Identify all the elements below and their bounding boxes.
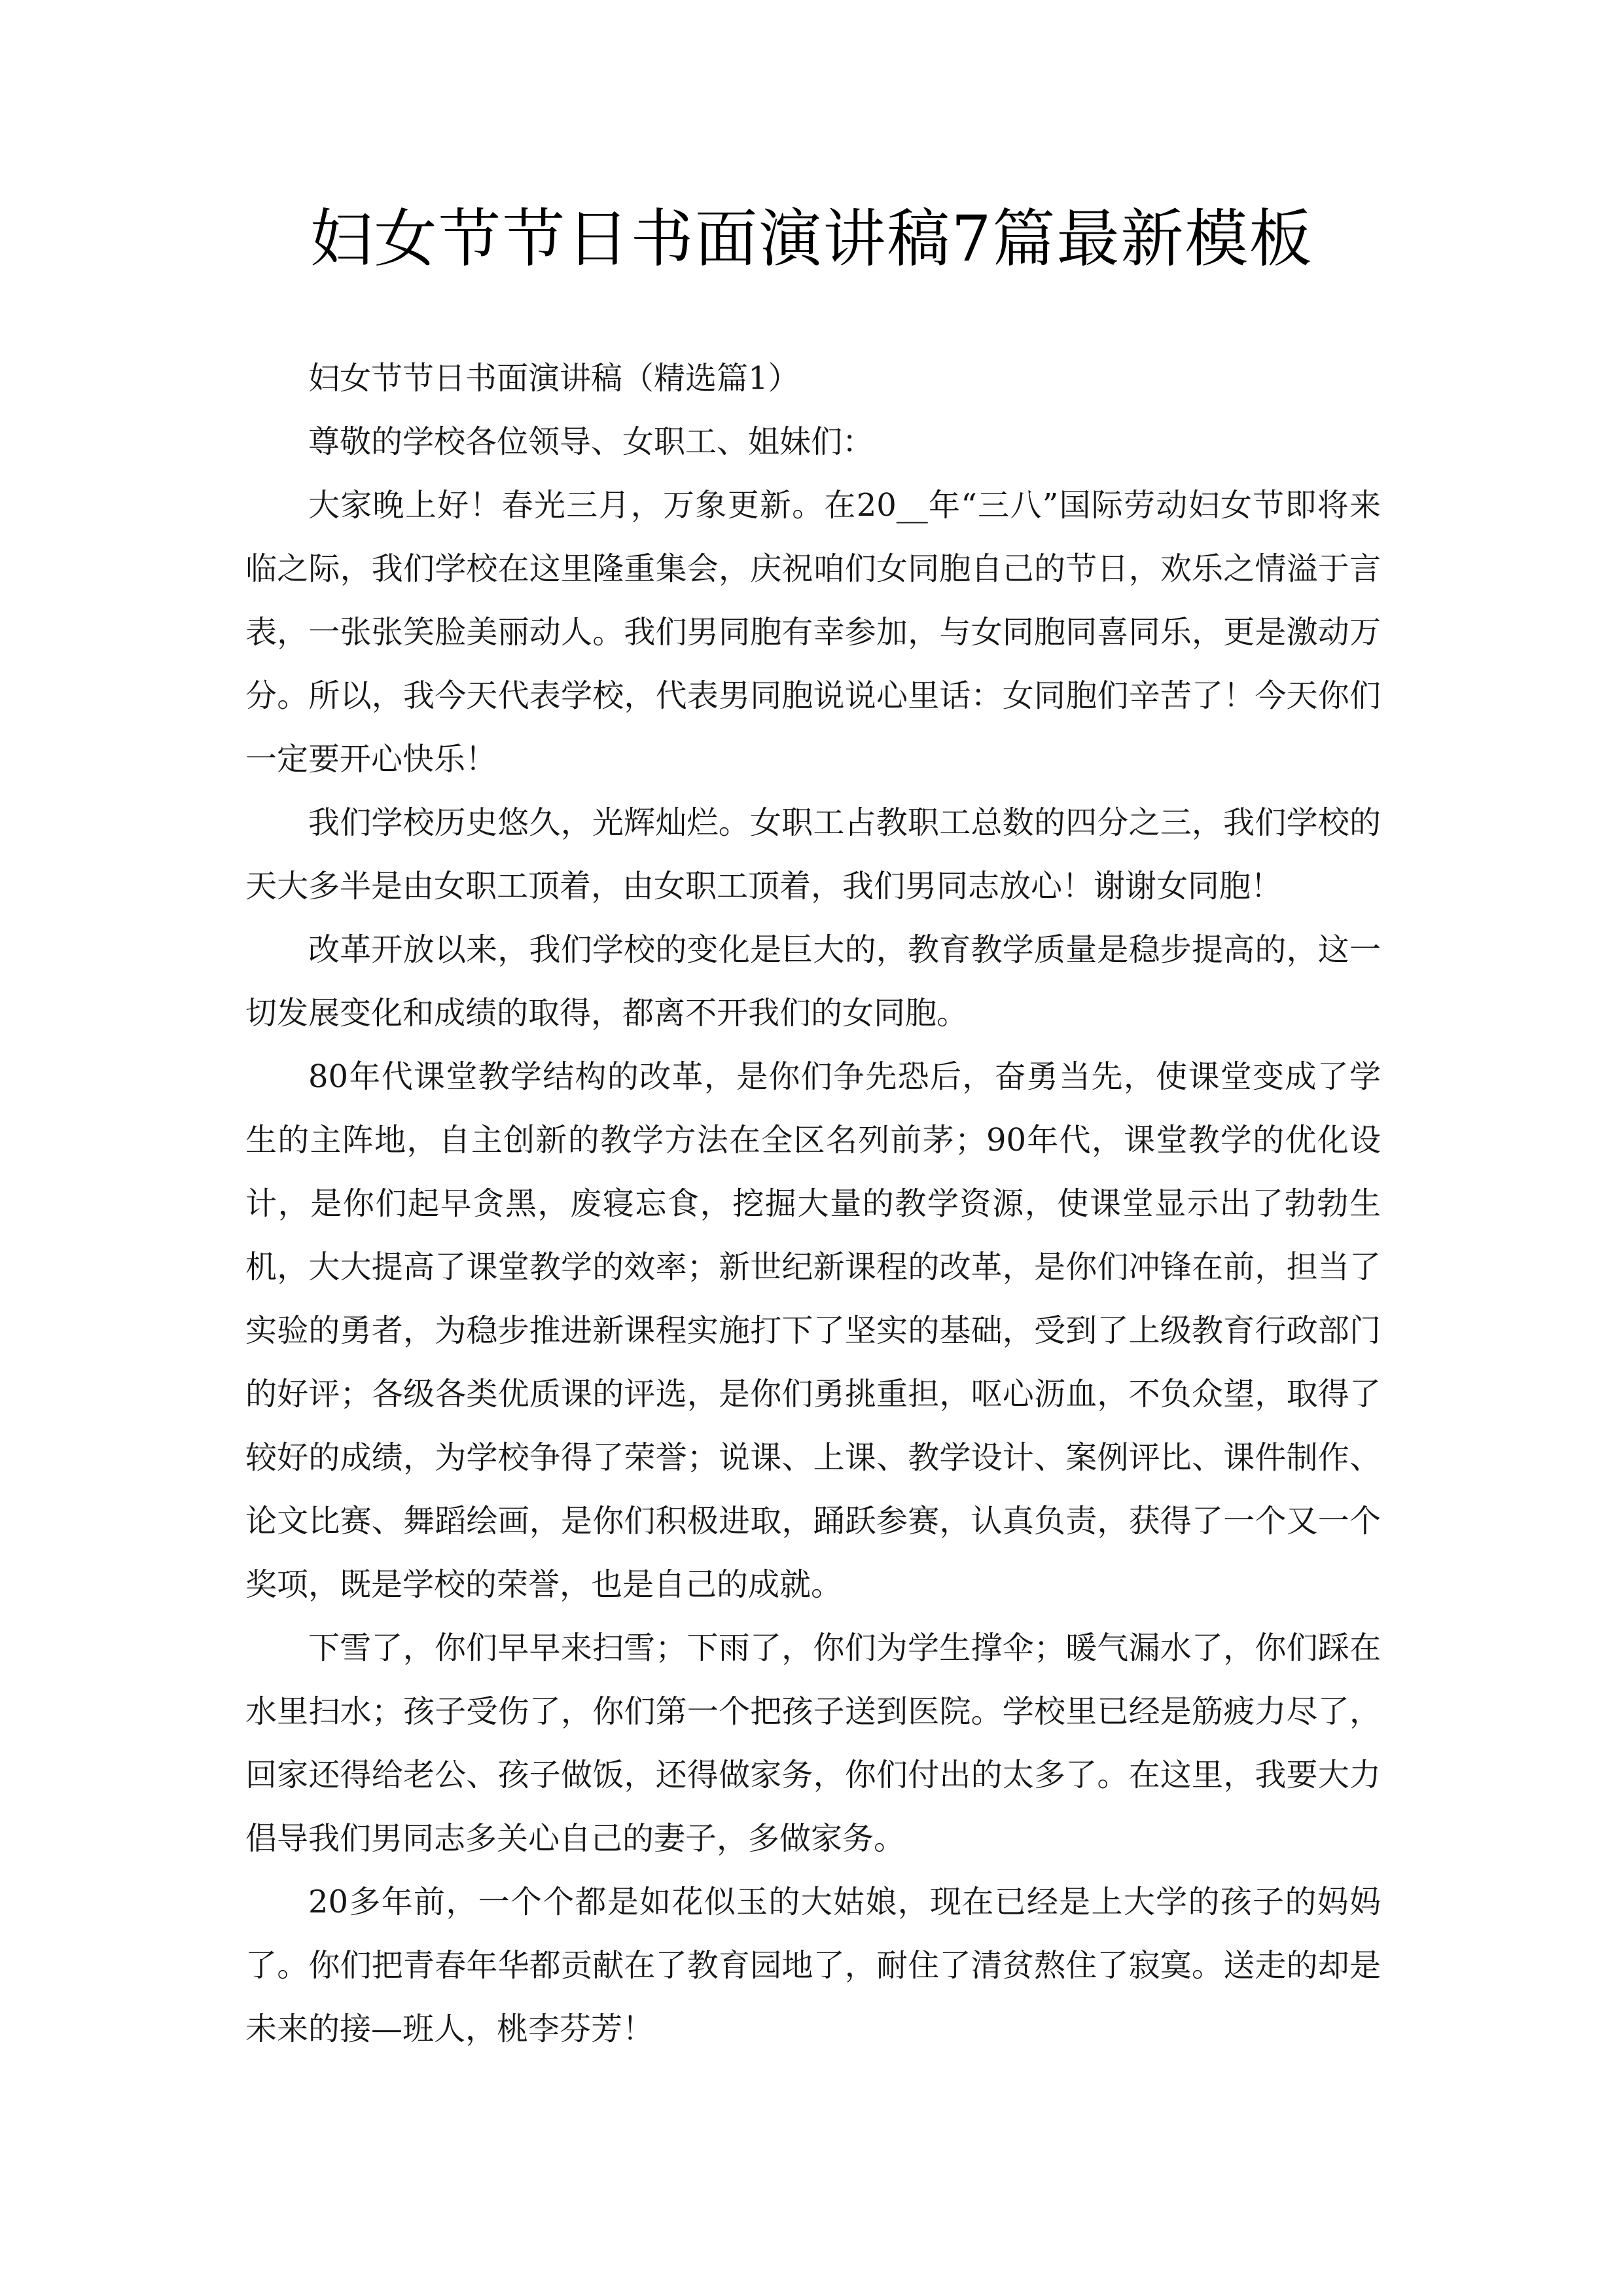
body-paragraph: 大家晚上好！春光三月，万象更新。在20__年“三八”国际劳动妇女节即将来临之际，我们学校在这里隆重集会，庆祝咱们女同胞自己的节日，欢乐之情溢于言表，一张张笑脸美丽动人。我们男同胞有幸参加，与女同胞同喜同乐，更是激动万分。所以，我今天代表学校，代表男同胞说说心里话：女同胞们辛苦了！今天你们一定要开心快乐！ [245, 487, 1381, 778]
salutation: 尊敬的学校各位领导、女职工、姐妹们： [308, 423, 874, 460]
section-heading: 妇女节节日书面演讲稿（精选篇1） [308, 360, 800, 397]
document-body [245, 347, 1381, 2061]
body-paragraph: 80年代课堂教学结构的改革，是你们争先恐后，奋勇当先，使课堂变成了学生的主阵地，自主创新的教学方法在全区名列前茅；90年代，课堂教学的优化设计，是你们起早贪黑，废寝忘食，挖掘大量的教学资源，使课堂显示出了勃勃生机，大大提高了课堂教学的效率；新世纪新课程的改革，是你们冲锋在前，担当了实验的勇者，为稳步推进新课程实施打下了坚实的基础，受到了上级教育行政部门的好评；各级各类优质课的评选，是你们勇挑重担，呕心沥血，不负众望，取得了较好的成绩，为学校争得了荣誉；说课、上课、教学设计、案例评比、课件制作、论文比赛、舞蹈绘画，是你们积极进取，踊跃参赛，认真负责，获得了一个又一个奖项，既是学校的荣誉，也是自己的成就。 [245, 1058, 1381, 1603]
body-paragraph: 改革开放以来，我们学校的变化是巨大的，教育教学质量是稳步提高的，这一切发展变化和成绩的取得，都离不开我们的女同胞。 [245, 931, 1381, 1031]
body-paragraph: 下雪了，你们早早来扫雪；下雨了，你们为学生撑伞；暖气漏水了，你们踩在水里扫水；孩子受伤了，你们第一个把孩子送到医院。学校里已经是筋疲力尽了，回家还得给老公、孩子做饭，还得做家务，你们付出的太多了。在这里，我要大力倡导我们男同志多关心自己的妻子，多做家务。 [245, 1630, 1381, 1857]
body-paragraph: 我们学校历史悠久，光辉灿烂。女职工占教职工总数的四分之三，我们学校的天大多半是由女职工顶着，由女职工顶着，我们男同志放心！谢谢女同胞！ [245, 804, 1381, 905]
body-paragraph: 20多年前，一个个都是如花似玉的大姑娘，现在已经是上大学的孩子的妈妈了。你们把青春年华都贡献在了教育园地了，耐住了清贫熬住了寂寞。送走的却是未来的接—班人，桃李芬芳！ [245, 1884, 1381, 2047]
document-title: 妇女节节日书面演讲稿7篇最新模板 [310, 202, 1313, 276]
